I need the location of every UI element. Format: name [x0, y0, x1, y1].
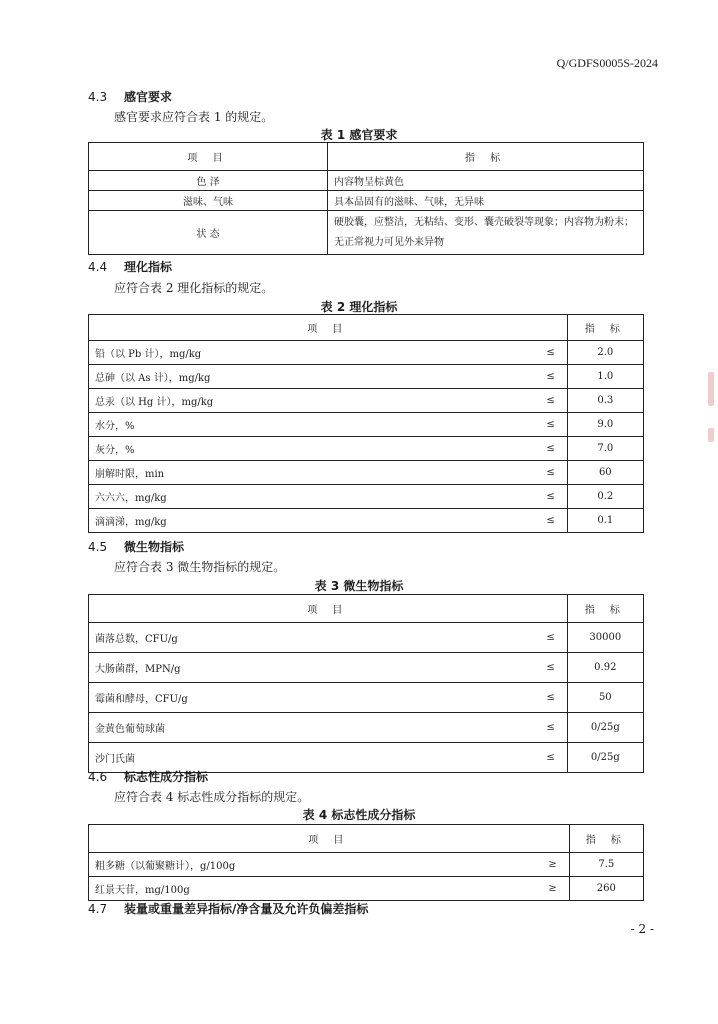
row-operator: ≤	[535, 713, 568, 743]
table-row	[89, 191, 644, 211]
row-value: 0.2	[567, 485, 643, 509]
row-item: 总汞（以 Hg 计），mg/kg	[89, 389, 535, 413]
table-3-microbial	[88, 594, 644, 773]
table-2-caption: 表 2 理化指标	[320, 300, 398, 314]
table-1-caption: 表 1 感官要求	[320, 128, 398, 142]
row-operator: ≤	[535, 509, 568, 533]
table-2-physicochemical	[88, 314, 644, 533]
stamp-bleed-mark	[708, 372, 714, 406]
table-1-sensory	[88, 142, 644, 255]
table-row	[89, 653, 644, 683]
table-header-row	[89, 315, 644, 341]
table-header-row	[89, 595, 644, 623]
table-row	[89, 389, 644, 413]
row-item: 粗多糖（以葡聚糖计），g/100g	[89, 853, 537, 877]
row-operator: ≤	[535, 623, 568, 653]
section-4-5-text: 应符合表 3 微生物指标的规定。	[114, 560, 286, 574]
row-item: 色 泽	[89, 171, 328, 191]
table-row	[89, 211, 644, 255]
row-item: 六六六，mg/kg	[89, 485, 535, 509]
row-operator: ≤	[535, 413, 568, 437]
row-value: 30000	[567, 623, 643, 653]
table-3-caption: 表 3 微生物指标	[314, 579, 404, 593]
header-item: 项 目	[89, 143, 328, 171]
section-title: 标志性成分指标	[124, 770, 209, 784]
row-operator: ≤	[535, 389, 568, 413]
row-value: 硬胶囊，应整洁，无粘结、变形、囊壳破裂等现象；内容物为粉末；无正常视力可见外来异物	[328, 211, 644, 255]
table-header-row	[89, 825, 644, 853]
header-item: 项 目	[89, 315, 568, 341]
row-item: 水分，%	[89, 413, 535, 437]
header-value: 指 标	[328, 143, 644, 171]
section-4-4-heading	[88, 258, 172, 275]
section-number: 4.4	[88, 260, 108, 274]
row-item: 滴滴涕，mg/kg	[89, 509, 535, 533]
row-item: 霉菌和酵母，CFU/g	[89, 683, 535, 713]
row-operator: ≤	[535, 341, 568, 365]
row-operator: ≤	[535, 461, 568, 485]
row-item: 崩解时限，min	[89, 461, 535, 485]
row-value: 2.0	[567, 341, 643, 365]
row-value: 7.0	[567, 437, 643, 461]
document-code: Q/GDFS0005S-2024	[556, 56, 658, 70]
row-value: 1.0	[567, 365, 643, 389]
section-4-3-heading	[88, 88, 172, 105]
section-4-6-text: 应符合表 4 标志性成分指标的规定。	[114, 790, 310, 804]
row-operator: ≤	[535, 365, 568, 389]
row-item: 金黄色葡萄球菌	[89, 713, 535, 743]
row-value: 0.3	[567, 389, 643, 413]
page-number: - 2 -	[630, 922, 654, 936]
section-4-7-heading	[88, 900, 368, 917]
row-item: 红景天苷，mg/100g	[89, 877, 537, 901]
header-value: 指 标	[567, 595, 643, 623]
row-item: 大肠菌群，MPN/g	[89, 653, 535, 683]
stamp-bleed-mark	[708, 428, 714, 442]
row-item: 沙门氏菌	[89, 743, 535, 773]
table-row	[89, 853, 644, 877]
row-operator: ≥	[537, 853, 570, 877]
row-value: 50	[567, 683, 643, 713]
row-operator: ≤	[535, 683, 568, 713]
section-number: 4.7	[88, 902, 108, 916]
table-row	[89, 461, 644, 485]
row-operator: ≤	[535, 653, 568, 683]
row-value: 0.1	[567, 509, 643, 533]
section-title: 感官要求	[124, 90, 173, 104]
section-number: 4.5	[88, 540, 108, 554]
row-item: 总砷（以 As 计），mg/kg	[89, 365, 535, 389]
section-number: 4.6	[88, 770, 108, 784]
table-row	[89, 365, 644, 389]
table-4-caption: 表 4 标志性成分指标	[302, 808, 416, 822]
row-item: 状 态	[89, 211, 328, 255]
section-4-5-heading	[88, 538, 184, 555]
table-row	[89, 877, 644, 901]
section-title: 装量或重量差异指标/净含量及允许负偏差指标	[124, 902, 369, 916]
section-4-4-text: 应符合表 2 理化指标的规定。	[114, 281, 274, 295]
row-operator: ≤	[535, 437, 568, 461]
table-4-marker-components	[88, 824, 644, 901]
row-value: 0/25g	[567, 743, 643, 773]
row-operator: ≤	[535, 485, 568, 509]
table-row	[89, 683, 644, 713]
table-row	[89, 623, 644, 653]
row-value: 具本品固有的滋味、气味，无异味	[328, 191, 644, 211]
section-number: 4.3	[88, 90, 108, 104]
table-row	[89, 413, 644, 437]
table-row	[89, 171, 644, 191]
row-item: 铅（以 Pb 计），mg/kg	[89, 341, 535, 365]
row-value: 0.92	[567, 653, 643, 683]
table-row	[89, 713, 644, 743]
table-row	[89, 509, 644, 533]
row-value: 60	[567, 461, 643, 485]
header-item: 项 目	[89, 825, 570, 853]
row-value: 9.0	[567, 413, 643, 437]
header-item: 项 目	[89, 595, 568, 623]
header-value: 指 标	[567, 315, 643, 341]
header-value: 指 标	[569, 825, 643, 853]
row-item: 灰分，%	[89, 437, 535, 461]
row-item: 菌落总数，CFU/g	[89, 623, 535, 653]
table-row	[89, 485, 644, 509]
section-title: 理化指标	[124, 260, 173, 274]
row-operator: ≥	[537, 877, 570, 901]
row-value: 内容物呈棕黄色	[328, 171, 644, 191]
row-operator: ≤	[535, 743, 568, 773]
row-item: 滋味、气味	[89, 191, 328, 211]
section-title: 微生物指标	[124, 540, 185, 554]
section-4-6-heading	[88, 768, 208, 785]
table-row	[89, 341, 644, 365]
table-header-row	[89, 143, 644, 171]
row-value: 7.5	[569, 853, 643, 877]
table-row	[89, 437, 644, 461]
row-value: 260	[569, 877, 643, 901]
row-value: 0/25g	[567, 713, 643, 743]
section-4-3-text: 感官要求应符合表 1 的规定。	[114, 110, 274, 124]
